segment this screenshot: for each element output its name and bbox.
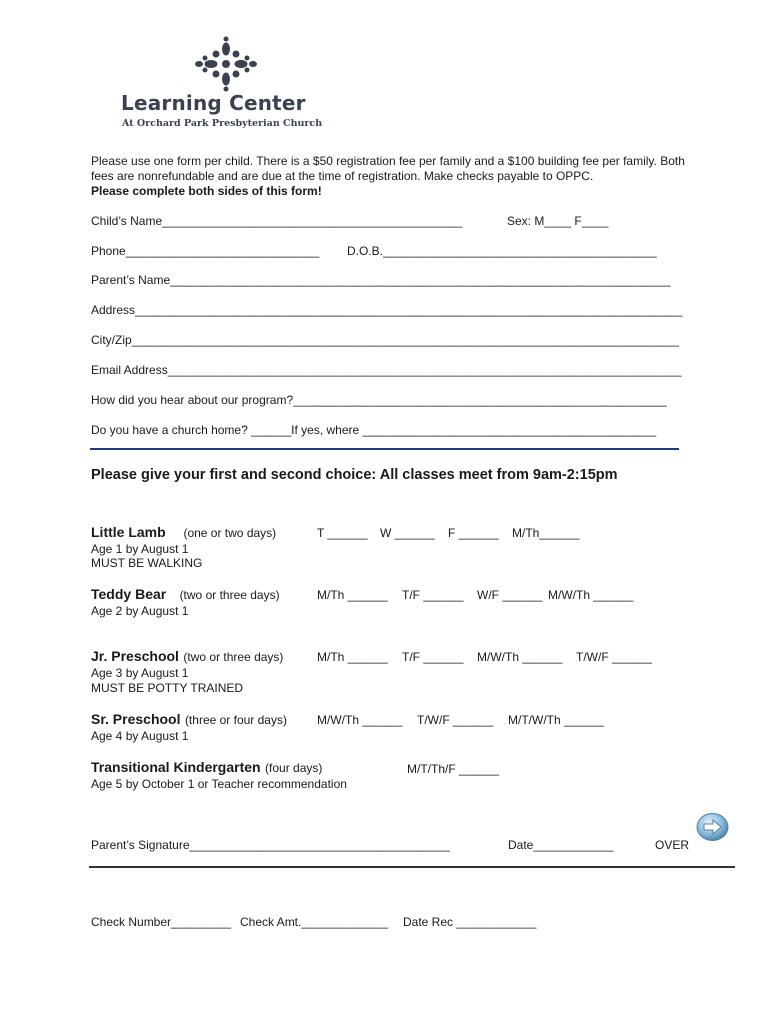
class-note: (one or two days) [183,526,277,540]
dob-field[interactable]: D.O.B._________________________________________ [347,244,657,258]
check-amount-field[interactable]: Check Amt._____________ [240,915,389,929]
section-divider [90,448,679,450]
option-field[interactable]: T/W/F ______ [576,650,653,664]
parent-signature-field[interactable]: Parent’s Signature_______________________________________ [91,838,450,852]
class-name: Little Lamb [91,524,166,540]
option-field[interactable]: T/W/F ______ [417,713,494,727]
heard-about-field[interactable]: How did you hear about our program?________________________________________________________ [91,393,667,407]
class-title [91,711,287,729]
class-detail: Age 5 by October 1 or Teacher recommendation [91,777,347,791]
option-field[interactable]: M/Th ______ [317,588,388,602]
option-field[interactable]: T/F ______ [402,588,464,602]
email-field[interactable]: Email Address_____________________________________________________________________________ [91,363,682,377]
class-name: Jr. Preschool [91,648,179,664]
class-name: Transitional Kindergarten [91,759,261,775]
option-field[interactable]: W ______ [380,526,435,540]
option-field[interactable]: M/W/Th ______ [548,588,634,602]
class-detail: Age 1 by August 1 [91,542,189,556]
class-note: (two or three days) [183,650,284,664]
over-label: OVER [655,838,690,852]
class-detail: Age 4 by August 1 [91,729,189,743]
class-detail: MUST BE POTTY TRAINED [91,681,244,695]
check-number-field[interactable]: Check Number_________ [91,915,232,929]
class-name: Teddy Bear [91,586,167,602]
parent-name-field[interactable]: Parent’s Name___________________________________________________________________________ [91,273,671,287]
option-field[interactable]: M/W/Th ______ [317,713,403,727]
option-field[interactable]: M/T/Th/F ______ [407,762,500,776]
class-note: (two or three days) [179,588,280,602]
option-field[interactable]: W/F ______ [477,588,543,602]
logo-subtitle: At Orchard Park Presbyterian Church [122,118,323,129]
class-note: (four days) [265,761,323,775]
class-title [91,648,283,666]
office-divider [89,866,735,868]
option-field[interactable]: M/Th______ [512,526,580,540]
option-field[interactable]: M/T/W/Th ______ [508,713,605,727]
class-title [91,759,322,777]
church-home-field[interactable]: Do you have a church home? ______If yes, where ____________________________________________ [91,423,657,437]
class-detail: MUST BE WALKING [91,556,203,570]
logo-title: Learning Center [121,91,306,115]
intro-text [91,154,731,199]
class-note: (three or four days) [184,713,287,727]
date-received-field[interactable]: Date Rec ____________ [403,915,537,929]
intro-instruction: Please complete both sides of this form! [91,184,322,198]
option-field[interactable]: T ______ [317,526,368,540]
choice-heading: Please give your first and second choice: All classes meet from 9am-2:15pm [91,467,618,483]
class-detail: Age 3 by August 1 [91,666,189,680]
date-field[interactable]: Date____________ [508,838,614,852]
city-zip-field[interactable]: City/Zip__________________________________________________________________________________ [91,333,679,347]
class-title [91,524,276,542]
class-detail: Age 2 by August 1 [91,604,189,618]
option-field[interactable]: M/W/Th ______ [477,650,563,664]
option-field[interactable]: M/Th ______ [317,650,388,664]
sex-field[interactable]: Sex: M____ F____ [507,214,609,228]
option-field[interactable]: T/F ______ [402,650,464,664]
intro-line: fees are nonrefundable and are due at the time of registration. Make checks payable to OPPC. [91,169,594,183]
class-title [91,586,280,604]
class-name: Sr. Preschool [91,711,181,727]
intro-line: Please use one form per child. There is a $50 registration fee per family and a $100 building fee per family. Both [91,154,685,168]
arrow-right-icon[interactable] [696,812,729,842]
address-field[interactable]: Address__________________________________________________________________________________ [91,303,683,317]
phone-field[interactable]: Phone_____________________________ [91,244,320,258]
option-field[interactable]: F ______ [448,526,499,540]
child-name-field[interactable]: Child’s Name_____________________________________________ [91,214,463,228]
